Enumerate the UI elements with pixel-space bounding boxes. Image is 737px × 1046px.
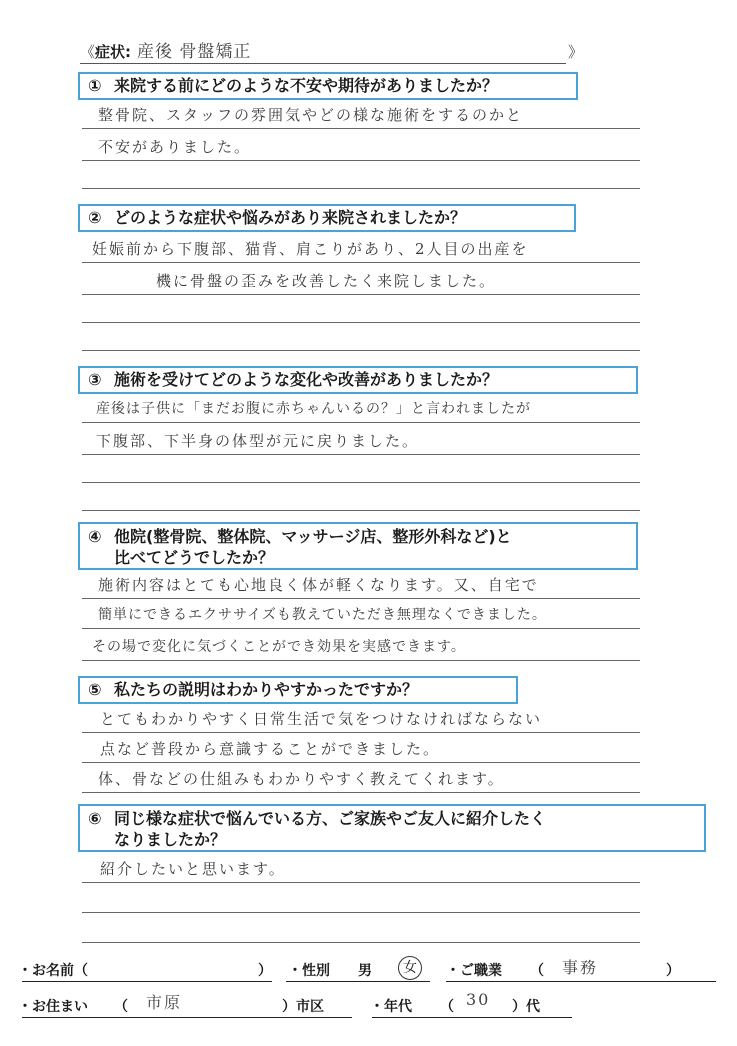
answer-rule [82,660,640,661]
address-value: 市原 [146,993,183,1012]
name-underline [22,981,272,982]
address-underline [22,1017,352,1018]
answer-rule [82,322,640,323]
question-3-box [78,366,638,394]
name-close-bracket: ） [258,963,272,979]
job-label: ・ご職業 [446,963,502,979]
question-4-text: 他院(整骨院、整体院、マッサージ店、整形外科など)と 比べてどうでしたか？ [114,527,512,567]
age-label: ・年代 [370,999,412,1015]
job-value: 事務 [562,958,599,977]
address-open-bracket: （ [114,999,128,1015]
job-open-bracket: （ [530,963,544,979]
answer-rule [82,628,640,629]
symptom-underline [80,63,566,64]
answer-rule [82,128,640,129]
question-6-number: ⑥ [88,809,102,828]
age-value: 30 [466,990,491,1009]
question-5-number: ⑤ [88,680,102,699]
answer-rule [82,598,640,599]
question-3-text: 施術を受けてどのような変化や改善がありましたか？ [114,370,499,389]
address-close-bracket: ）市区 [282,999,324,1015]
job-underline [446,981,716,982]
answer-rule [82,160,640,161]
answer-rule [82,762,640,763]
answer-4-line-2: 簡単にできるエクササイズも教えていただき無理なくできました。 [98,607,547,623]
answer-5-line-2: 点など普段から意識することができました。 [100,740,441,758]
question-5-text: 私たちの説明はわかりやすかったですか？ [114,680,419,699]
answer-5-line-1: とてもわかりやすく日常生活で気をつけなければならない [100,710,543,728]
answer-rule [82,732,640,733]
answer-rule [82,510,640,511]
question-1-number: ① [88,76,102,95]
answer-3-line-2: 下腹部、下半身の体型が元に戻りました。 [96,432,420,450]
symptom-header [80,40,584,64]
question-1-box [78,72,578,100]
answer-rule [82,188,640,189]
gender-female [398,956,422,980]
answer-6-line-1: 紹介したいと思います。 [100,860,286,878]
answer-2-line-1: 妊娠前から下腹部、猫背、肩こりがあり、2人目の出産を [92,240,529,258]
answer-5-line-3: 体、骨などの仕組みもわかりやすく教えてくれます。 [98,770,505,788]
answer-rule [82,912,640,913]
age-open-bracket: （ [440,999,454,1015]
question-5-box [78,676,518,704]
job-close-bracket: ） [666,963,680,979]
answer-2-line-2: 機に骨盤の歪みを改善したく来院しました。 [156,272,497,290]
answer-rule [82,882,640,883]
gender-underline [286,981,430,982]
gender-male: 男 [358,963,372,979]
name-label: ・お名前（ [18,963,88,979]
question-2-text: どのような症状や悩みがあり来院されましたか？ [114,208,467,227]
question-4-number: ④ [88,527,102,546]
address-label: ・お住まい [18,999,88,1015]
answer-rule [82,942,640,943]
question-2-box [78,204,576,232]
answer-rule [82,294,640,295]
answer-4-line-3: その場で変化に気づくことができ効果を実感できます。 [92,639,466,655]
answer-4-line-1: 施術内容はとても心地良く体が軽くなります。又、自宅で [98,576,539,594]
answer-3-line-1: 産後は子供に「まだお腹に赤ちゃんいるの？」と言われましたが [96,401,531,417]
age-underline [372,1017,572,1018]
question-3-number: ③ [88,370,102,389]
answer-rule [82,262,640,263]
question-2-number: ② [88,208,102,227]
answer-rule [82,350,640,351]
answer-rule [82,422,640,423]
answer-1-line-1: 整骨院、スタッフの雰囲気やどの様な施術をするのかと [98,106,524,124]
answer-1-line-2: 不安がありました。 [98,138,252,156]
answer-rule [82,454,640,455]
gender-female-circle: 女 [398,956,422,980]
symptom-label: 症状: [95,43,132,61]
question-6-text: 同じ様な症状で悩んでいる方、ご家族やご友人に紹介したく なりましたか？ [114,809,547,849]
gender-label: ・性別 [288,963,330,979]
question-1-text: 来院する前にどのような不安や期待がありましたか？ [114,76,499,95]
question-4-box [78,522,638,570]
age-close-bracket: ）代 [512,999,540,1015]
symptom-value: 産後 骨盤矯正 [137,42,252,62]
answer-rule [82,482,640,483]
answer-rule [82,792,640,793]
symptom-open-bracket: 《 [80,43,96,61]
question-6-box [78,804,706,852]
symptom-close-bracket: 》 [568,43,584,61]
